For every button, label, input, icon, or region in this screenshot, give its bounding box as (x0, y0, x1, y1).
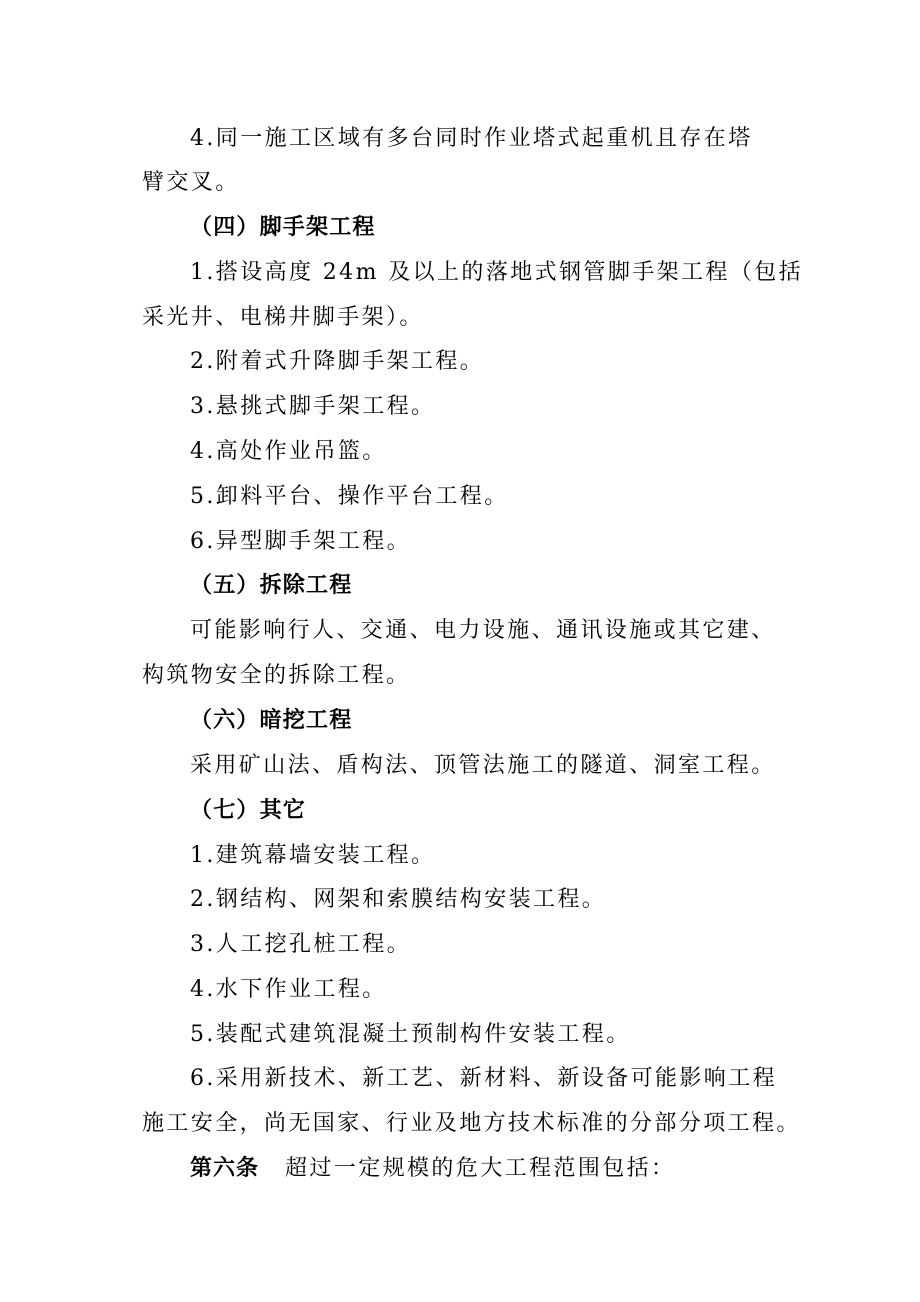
list-item: 5.装配式建筑混凝土预制构件安装工程。 (190, 1022, 631, 1047)
list-item: 6.采用新技术、新工艺、新材料、新设备可能影响工程 (190, 1066, 777, 1091)
section-heading: （四）脚手架工程 (190, 215, 376, 240)
list-item: 6.异型脚手架工程。 (190, 529, 411, 554)
list-item: 2.附着式升降脚手架工程。 (190, 349, 485, 374)
article-line (190, 1154, 780, 1184)
article-text: 超过一定规模的危大工程范围包括： (285, 1156, 676, 1181)
list-item: 4.高处作业吊篮。 (190, 439, 387, 464)
paragraph-line: 构筑物安全的拆除工程。 (142, 663, 411, 688)
article-label: 第六条 (190, 1156, 260, 1181)
list-item: 4.水下作业工程。 (190, 977, 387, 1002)
paragraph-line: 臂交叉。 (142, 170, 240, 195)
list-item: 5.卸料平台、操作平台工程。 (190, 484, 509, 509)
list-item: 2.钢结构、网架和索膜结构安装工程。 (190, 887, 607, 912)
section-heading: （七）其它 (190, 798, 307, 823)
paragraph-line: 1.搭设高度 24m 及以上的落地式钢管脚手架工程（包括 (190, 260, 804, 285)
paragraph-line: 施工安全，尚无国家、行业及地方技术标准的分部分项工程。 (142, 1111, 801, 1136)
list-item: 3.人工挖孔桩工程。 (190, 932, 411, 957)
paragraph-line: 采光井、电梯井脚手架）。 (142, 305, 424, 330)
list-item: 3.悬挑式脚手架工程。 (190, 394, 436, 419)
section-heading: （五）拆除工程 (190, 573, 353, 598)
paragraph-line: 4.同一施工区域有多台同时作业塔式起重机且存在塔 (190, 126, 753, 151)
paragraph-line: 采用矿山法、盾构法、顶管法施工的隧道、洞室工程。 (190, 753, 776, 778)
list-item: 1.建筑幕墙安装工程。 (190, 843, 436, 868)
paragraph-line: 可能影响行人、交通、电力设施、通讯设施或其它建、 (190, 618, 776, 643)
section-heading: （六）暗挖工程 (190, 708, 353, 733)
